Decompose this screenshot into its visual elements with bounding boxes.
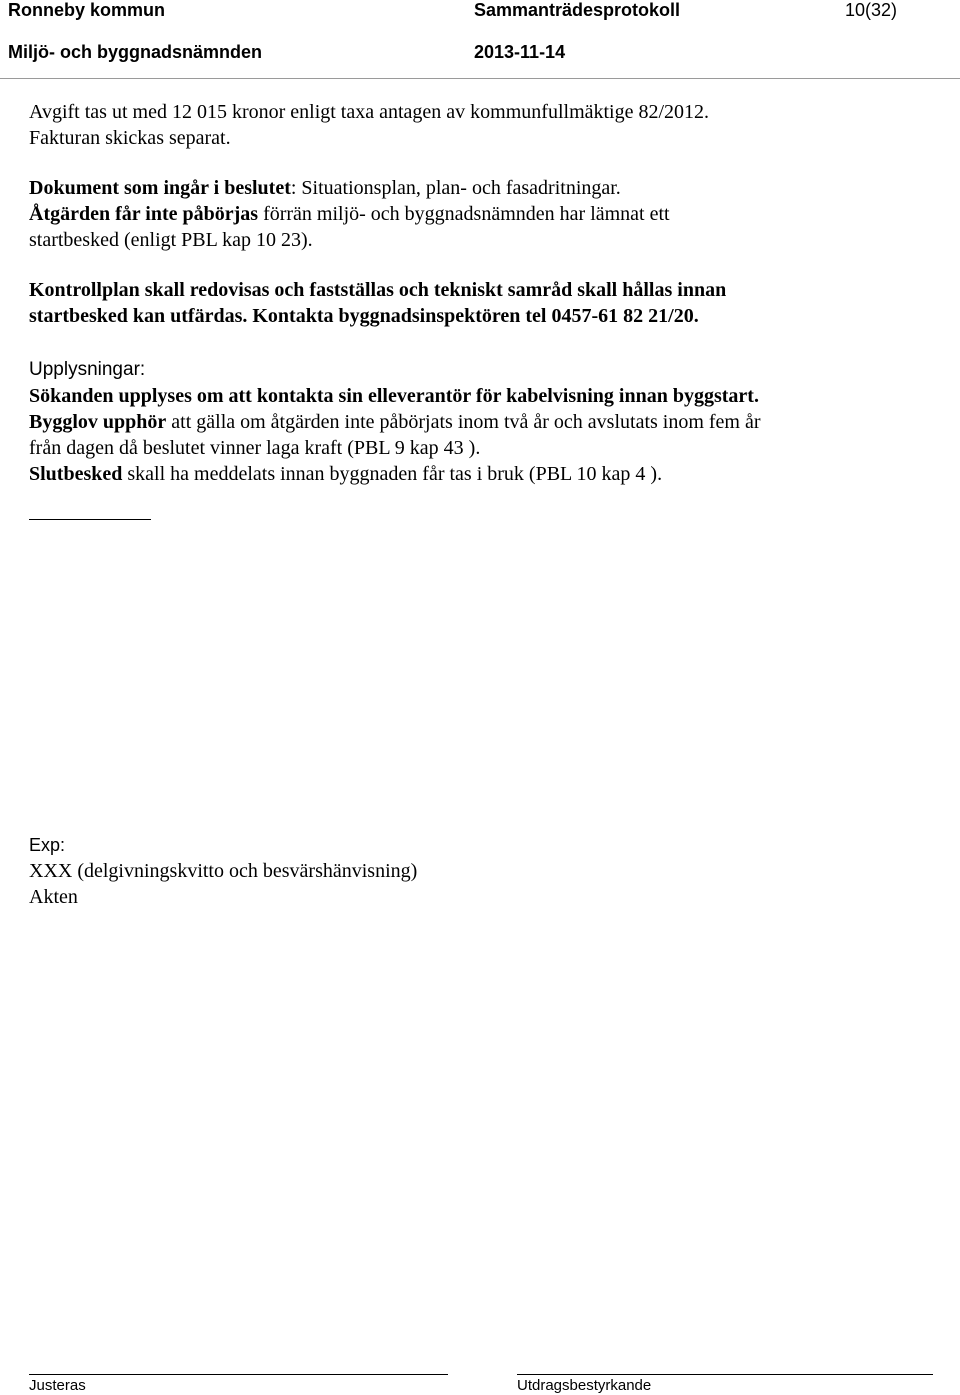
fee-line-1: Avgift tas ut med 12 015 kronor enligt taxa antagen av kommunfullmäktige 82/2012. [29,101,710,123]
section-end-rule [29,519,151,520]
info-line-1: Sökanden upplyses om att kontakta sin elleverantör för kabelvisning innan byggstart. [29,385,759,407]
start-label: Åtgärden får inte påbörjas [29,203,259,225]
control-line-2: startbesked kan utfärdas. Kontakta byggnadsinspektören tel 0457-61 82 21/20. [29,305,699,327]
start-text-1: förrän miljö- och byggnadsnämnden har lämnat ett [258,203,670,225]
signature-line-right [517,1374,933,1375]
recipient-2: Akten [29,886,78,908]
page-header [0,0,960,80]
permit-text-2: från dagen då beslutet vinner laga kraft (PBL 9 kap 43 ). [29,437,481,459]
info-heading: Upplysningar: [29,359,146,380]
fee-line-2: Fakturan skickas separat. [29,127,231,149]
document-title: Sammanträdesprotokoll [474,0,681,20]
page-number: 10(32) [845,0,898,20]
start-text-2: startbesked (enligt PBL kap 10 23). [29,229,313,251]
board-name: Miljö- och byggnadsnämnden [8,42,263,62]
final-label: Slutbesked [29,463,123,485]
control-line-1: Kontrollplan skall redovisas och fastställas och tekniskt samråd skall hållas innan [29,279,727,301]
start-paragraph [29,201,929,227]
footer-justeras: Justeras [29,1377,86,1394]
documents-paragraph [29,175,929,201]
footer-utdragsbestyrkande: Utdragsbestyrkande [517,1377,652,1394]
documents-text: : Situationsplan, plan- och fasadritningar. [290,177,621,199]
organization-name: Ronneby kommun [8,0,166,20]
permit-text-1: att gälla om åtgärden inte påbörjats inom två år och avslutats inom fem år [166,411,761,433]
documents-label: Dokument som ingår i beslutet [29,177,291,199]
header-divider [0,78,960,79]
document-body [29,99,929,520]
recipient-1: XXX (delgivningskvitto och besvärshänvisning) [29,860,418,882]
permit-paragraph [29,409,929,435]
signature-line-left [29,1374,448,1375]
expedition-block [29,832,417,910]
expedition-label: Exp: [29,835,66,855]
final-text: skall ha meddelats innan byggnaden får tas i bruk (PBL 10 kap 4 ). [122,463,663,485]
final-paragraph [29,461,929,487]
meeting-date: 2013-11-14 [474,42,566,62]
permit-label: Bygglov upphör [29,411,167,433]
